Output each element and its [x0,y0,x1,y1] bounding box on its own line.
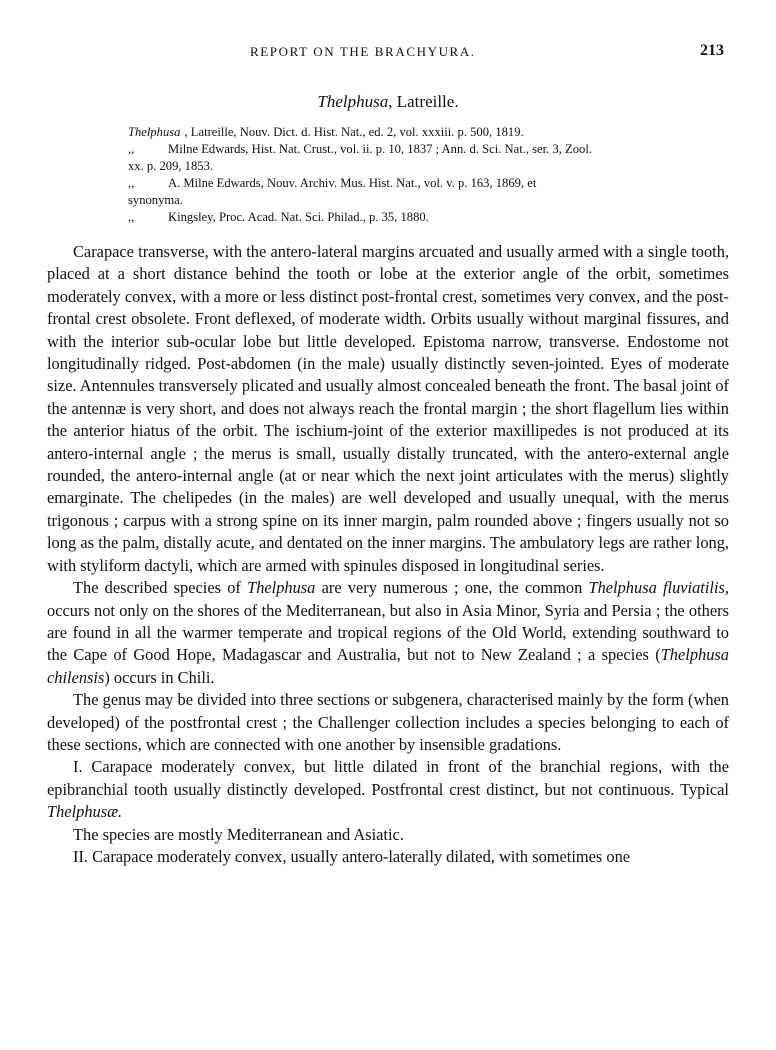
synonymy-citation: A. Milne Edwards, Nouv. Archiv. Mus. Hist. Nat., vol. v. p. 163, 1869, et [168,176,537,190]
genus-heading [0,92,776,112]
synonymy-citation-continued: synonyma. [128,193,183,207]
synonymy-entry [128,141,730,175]
paragraph-section-1-range: The species are mostly Mediterranean and Asiatic. [73,824,404,844]
genus-authority: , Latreille. [388,92,459,111]
synonymy-entry [128,209,730,226]
text-run: are very numerous ; one, the common [315,578,589,598]
synonymy-genus: Thelphusa [128,125,181,139]
taxon-name: Thelphusa chilensis [47,645,729,687]
synonymy-citation: Kingsley, Proc. Acad. Nat. Sci. Philad., p. 35, 1880. [168,210,429,224]
running-head: REPORT ON THE BRACHYURA. [250,44,476,59]
taxon-name: Thelphusa [247,578,316,598]
text-run: occurs not only on the shores of the Mediterranean, but also in Asia Minor, Syria and Persia ; the others are found in all the warmer temperate and tropical regions of the Old World, extending southward to the Cape of Good Hope, Madagascar and Australia, but not to New Zealand ; a species ( [47,600,729,665]
text-run: I. Carapace moderately convex, but little dilated in front of the branchial regions, with the epibranchial tooth usually distinctly developed. Postfrontal crest distinct, but not continuous. Typical [47,757,729,799]
text-run: The described species of [73,578,248,598]
paragraph-distribution [47,577,729,689]
page-number: 213 [700,42,724,59]
paragraph-sections: The genus may be divided into three sections or subgenera, characterised mainly by the form (when developed) of the postfrontal crest ; the Challenger collection includes a species belonging to each of these sections, which are connected with one another by insensible gradations. [47,690,729,754]
body-text [47,241,729,868]
paragraph-section-2: II. Carapace moderately convex, usually antero-laterally dilated, with sometimes one [73,846,631,866]
taxon-name: Thelphusæ. [47,802,123,822]
synonymy-entry [128,175,730,209]
synonymy-citation: , Latreille, Nouv. Dict. d. Hist. Nat., ed. 2, vol. xxxiii. p. 500, 1819. [184,125,524,139]
ditto-mark: ,, [128,176,135,190]
paragraph-section-1 [47,756,729,823]
genus-name: Thelphusa [317,92,389,111]
synonymy-list [128,124,730,226]
ditto-mark: ,, [128,142,135,156]
ditto-mark: ,, [128,210,135,224]
synonymy-entry [128,124,730,141]
synonymy-citation: Milne Edwards, Hist. Nat. Crust., vol. ii. p. 10, 1837 ; Ann. d. Sci. Nat., ser. 3, Zool. [168,142,592,156]
paragraph-description: Carapace transverse, with the antero-lateral margins arcuated and usually armed with a single tooth, placed at a short distance behind the tooth or lobe at the exterior angle of the orbit, sometimes moderately convex, with a more or less distinct post-frontal crest, sometimes very convex, and the post-frontal crest obsolete. Front deflexed, of moderate width. Orbits usually without marginal fissures, and with the interior sub-ocular lobe but little developed. Epistoma narrow, transverse. Endostome not longitudinally ridged. Post-abdomen (in the male) usually distinctly seven-jointed. Eyes of moderate size. Antennules transversely plicated and usually almost concealed beneath the front. The basal joint of the antennæ is very short, and does not always reach the frontal margin ; the short flagellum lies within the anterior hiatus of the orbit. The ischium-joint of the exterior maxillipedes is not produced at its antero-internal angle ; the merus is small, usually distally truncated, with the antero-external angle rounded, the antero-internal angle (at or near which the next joint articulates with the merus) slightly emarginate. The chelipedes (in the males) are well developed and usually unequal, with the merus trigonous ; carpus with a strong spine on its inner margin, palm rounded above ; fingers usually not so long as the palm, distally acute, and dentated on the inner margins. The ambulatory legs are rather long, with styliform dactyli, which are armed with spinules disposed in longitudinal series. [47,242,729,575]
synonymy-citation-continued: xx. p. 209, 1853. [128,159,214,173]
text-run: ) occurs in Chili. [104,667,215,687]
taxon-name: Thelphusa fluviatilis, [588,578,729,598]
